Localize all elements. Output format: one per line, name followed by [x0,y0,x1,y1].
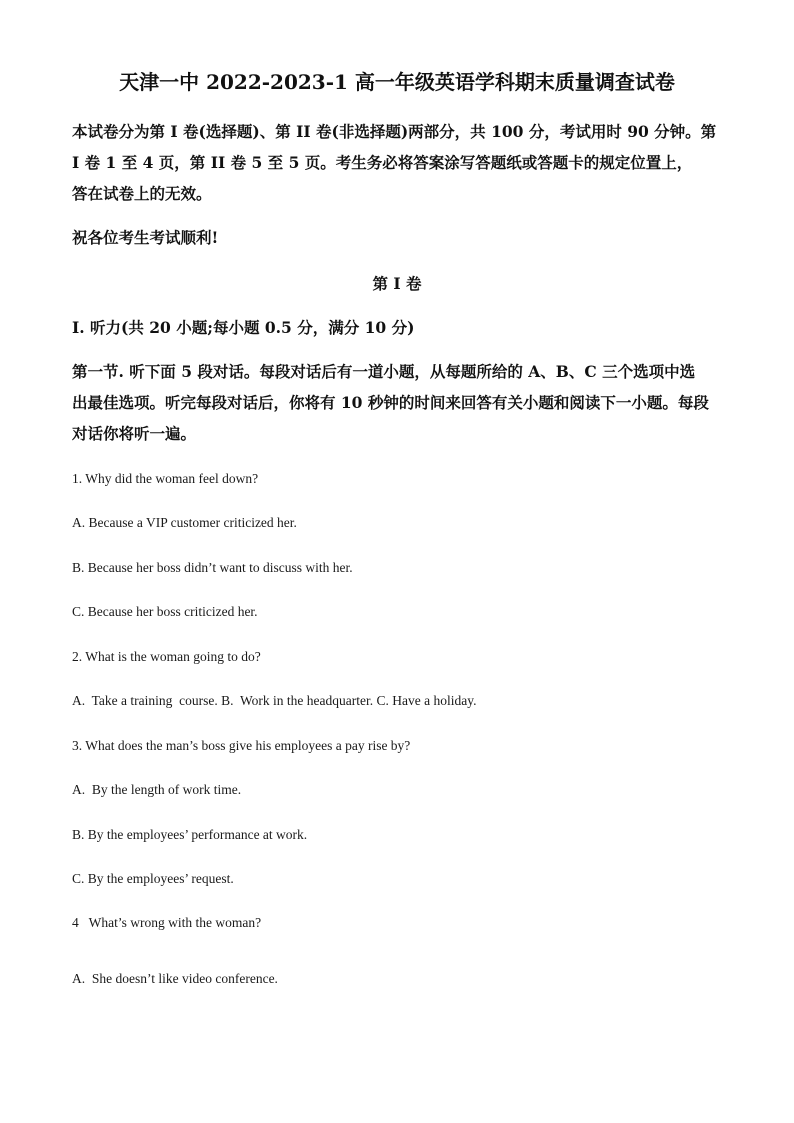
question-3: 3. What does the man’s boss give his employees a pay rise by? [72,738,411,753]
blessing-line: 祝各位考生考试顺利! [72,228,219,247]
question-1-option-b: B. Because her boss didn’t want to discuss with her. [72,560,353,575]
exam-title: 天津一中 2022-2023-1 高一年级英语学科期末质量调查试卷 [119,70,675,94]
section-heading [72,312,724,343]
section-instructions [72,356,724,449]
intro-line: I 卷 1 至 4 页，第 II 卷 5 至 5 页。考生务必将答案涂写答题纸或答题卡的规定位置上， [72,153,693,172]
volume-heading: 第 I 卷 [372,274,422,293]
question-3-option-b: B. By the employees’ performance at work. [72,827,308,842]
question-4: 4 What’s wrong with the woman? [72,915,262,930]
question-3-option-c: C. By the employees’ request. [72,871,234,886]
question-1-option-a: A. Because a VIP customer criticized her. [72,515,297,530]
question-2: 2. What is the woman going to do? [72,649,261,664]
question-2-options: A. Take a training course. B. Work in the headquarter. C. Have a holiday. [72,693,477,708]
intro-line: 答在试卷上的无效。 [72,184,212,203]
blessing-text [72,222,724,253]
instruction-line: 出最佳选项。听完每段对话后，你将有 10 秒钟的时间来回答有关小题和阅读下一小题。每段 [72,393,709,412]
instruction-line: 对话你将听一遍。 [72,424,197,443]
exam-intro [72,116,724,209]
section-heading-line: I. 听力(共 20 小题;每小题 0.5 分，满分 10 分) [72,318,415,337]
question-4-option-a: A. She doesn’t like video conference. [72,971,278,986]
question-3-option-a: A. By the length of work time. [72,782,242,797]
intro-line: 本试卷分为第 I 卷(选择题)、第 II 卷(非选择题)两部分，共 100 分，考试用时 90 分钟。第 [72,122,717,141]
question-1-option-c: C. Because her boss criticized her. [72,604,258,619]
question-1: 1. Why did the woman feel down? [72,471,259,486]
instruction-line: 第一节. 听下面 5 段对话。每段对话后有一道小题，从每题所给的 A、B、C 三个选项中选 [72,362,696,381]
